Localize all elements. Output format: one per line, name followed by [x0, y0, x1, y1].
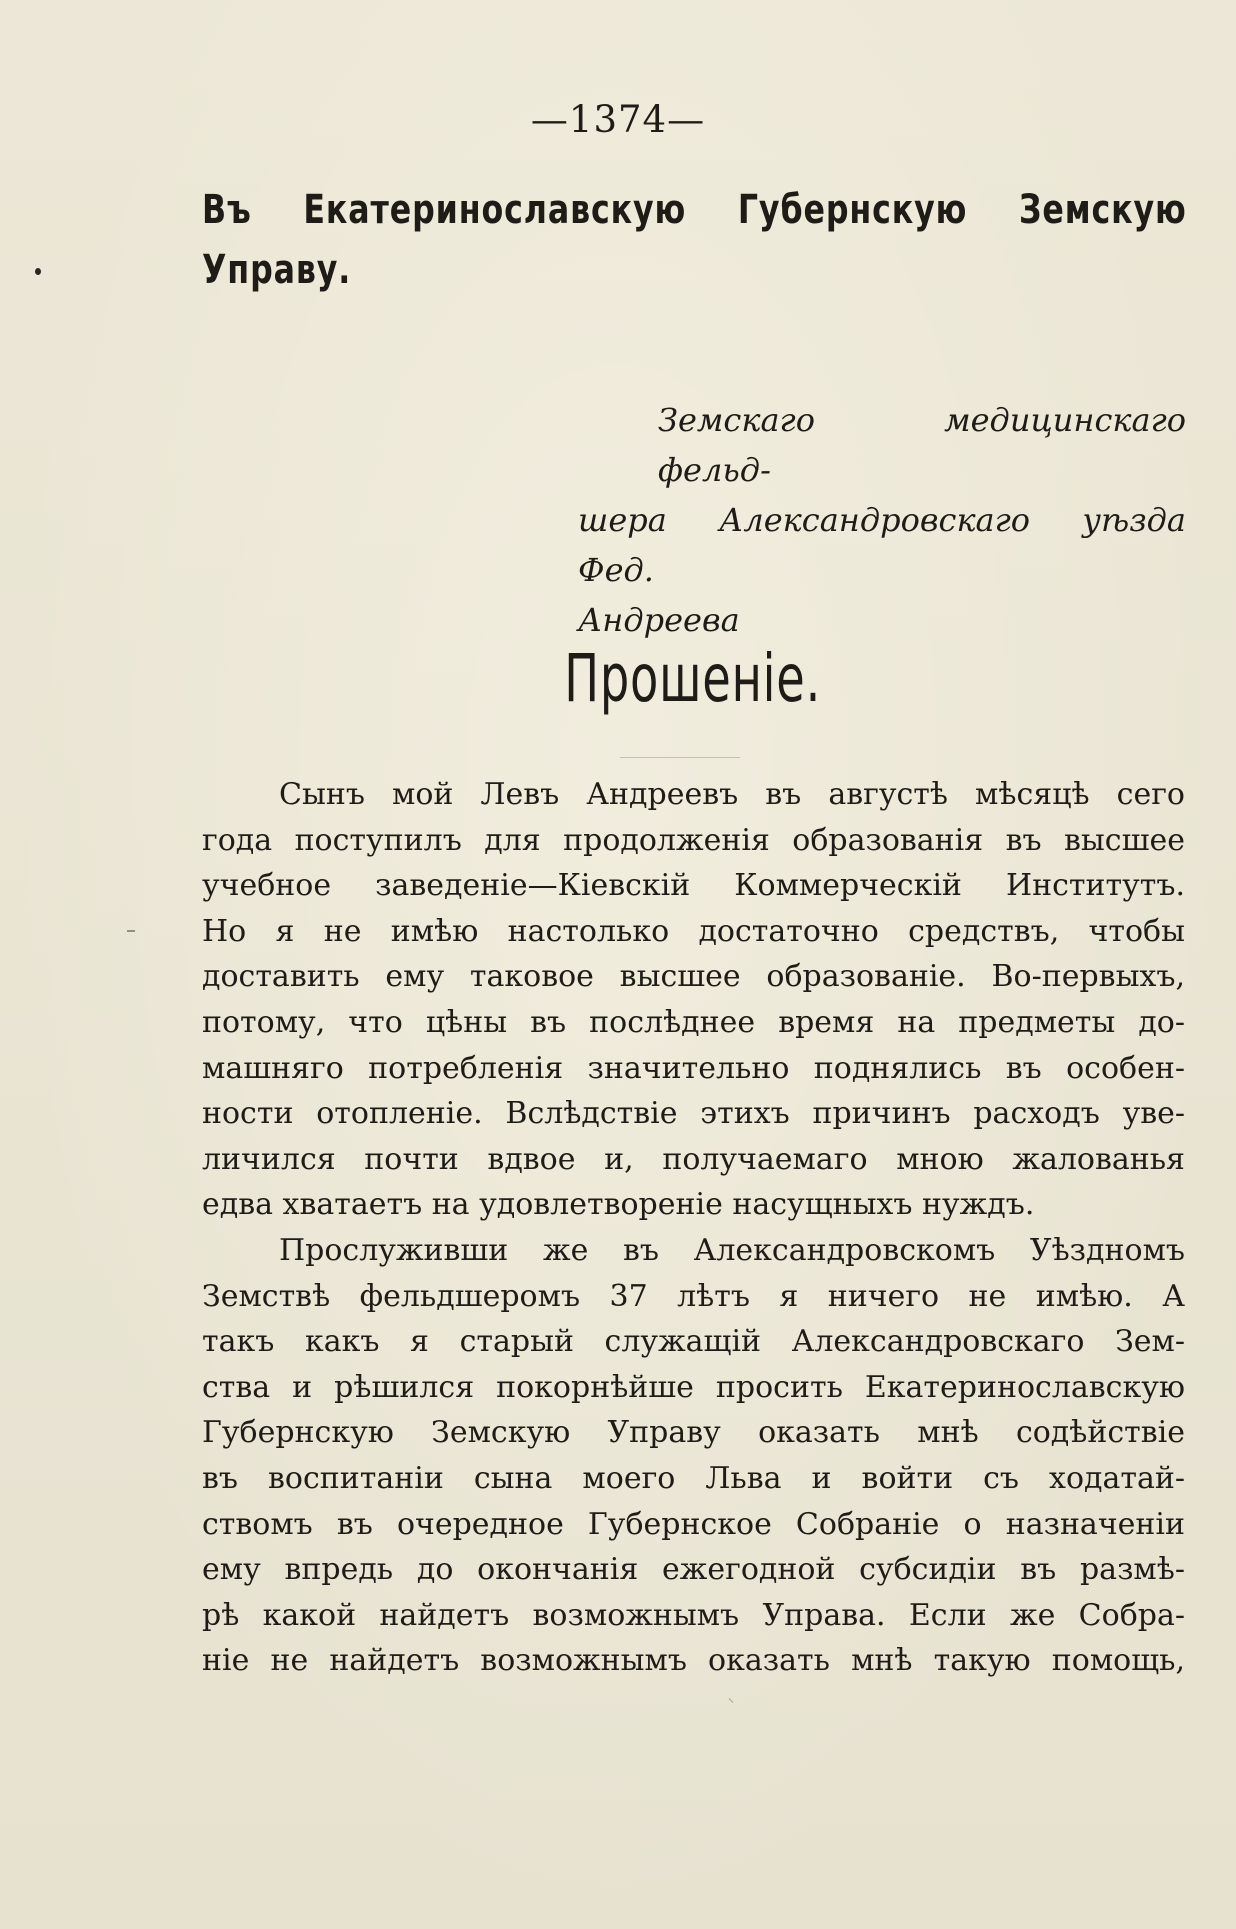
text-line: Земствѣ фельдшеромъ 37 лѣтъ я ничего не имѣю. А — [202, 1278, 1185, 1314]
paragraph-1 — [202, 772, 1185, 1228]
sender-line: шера Александровскаго уѣзда Фед. — [578, 501, 1186, 589]
addressee-heading: Въ Екатеринославскую Губернскую Земскую Управу. — [202, 187, 1187, 293]
page-number: —1374— — [530, 98, 706, 141]
sender-block — [578, 395, 1186, 645]
text-line: ніе не найдетъ возможнымъ оказать мнѣ такую помощь, — [202, 1643, 1185, 1679]
title-rule — [620, 757, 740, 758]
document-title — [0, 640, 1236, 717]
text-line: такъ какъ я старый служащій Александровскаго Зем- — [202, 1324, 1185, 1360]
margin-mark — [127, 930, 135, 932]
text-line: едва хватаетъ на удовлетвореніе насущныхъ нуждъ. — [202, 1187, 1035, 1223]
text-line: ства и рѣшился покорнѣйше просить Екатеринославскую — [202, 1369, 1185, 1405]
text-line: потому, что цѣны въ послѣднее время на предметы до- — [202, 1004, 1185, 1040]
paragraph-2 — [202, 1228, 1185, 1684]
text-line: доставить ему таковое высшее образованіе. Во-первыхъ, — [202, 959, 1185, 995]
text-line: Сынъ мой Левъ Андреевъ въ августѣ мѣсяцѣ сего — [279, 777, 1185, 812]
text-line: года поступилъ для продолженія образованія въ высшее — [202, 822, 1185, 858]
text-line: рѣ какой найдетъ возможнымъ Управа. Если же Собра- — [202, 1597, 1185, 1633]
text-line: въ воспитаніи сына моего Льва и войти съ ходатай- — [202, 1460, 1185, 1496]
text-line: Губернскую Земскую Управу оказать мнѣ содѣйствіе — [202, 1415, 1185, 1451]
text-line: ности отопленіе. Вслѣдствіе этихъ причинъ расходъ уве- — [202, 1096, 1185, 1132]
sender-line: Земскаго медицинскаго фельд- — [658, 401, 1186, 489]
paper-mark — [729, 1698, 734, 1703]
text-line: машняго потребленія значительно поднялись въ особен- — [202, 1050, 1185, 1086]
sender-line: Андреева — [578, 601, 740, 639]
text-line: Но я не имѣю настолько достаточно средствъ, чтобы — [202, 913, 1185, 949]
text-line: ему впредь до окончанія ежегодной субсидіи въ размѣ- — [202, 1552, 1185, 1588]
text-line: личился почти вдвое и, получаемаго мною жалованья — [202, 1141, 1185, 1177]
body-text — [202, 772, 1185, 1684]
text-line: учебное заведеніе—Кіевскій Коммерческій Институтъ. — [202, 868, 1185, 904]
title-text: Прошеніе. — [564, 640, 822, 717]
ink-speck — [35, 268, 41, 275]
text-line: Прослуживши же въ Александровскомъ Уѣздномъ — [279, 1232, 1185, 1268]
text-line: ствомъ въ очередное Губернское Собраніе о назначеніи — [202, 1506, 1185, 1542]
